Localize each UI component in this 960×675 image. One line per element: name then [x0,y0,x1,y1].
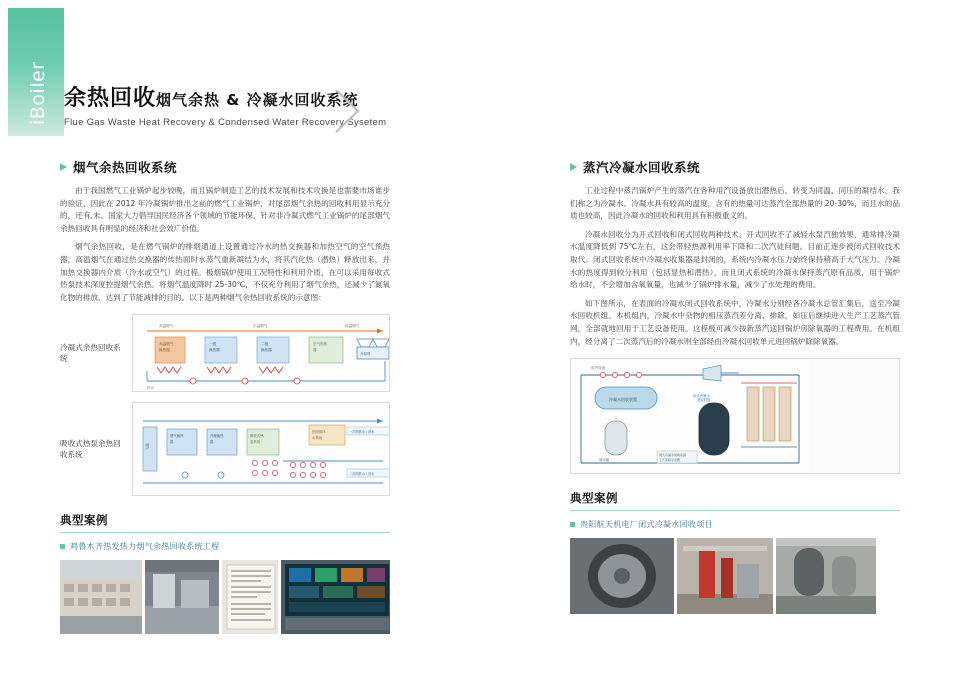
brand-tab [8,8,64,136]
right-section-title: 蒸汽冷凝水回收系统 [583,160,701,175]
svg-text:换热器: 换热器 [209,348,220,353]
diagram-condensing-system [132,314,390,392]
right-case-item [570,519,900,530]
svg-text:吸收式热: 吸收式热 [250,434,264,439]
diagram-row-condensing [60,314,390,392]
left-paragraph-1: 由于我国燃气工业锅炉起步较晚，而且锅炉制造工艺的技术发展和技术攻换是也需要市场谁步的验证，因此在 2012 年冷凝锅炉推出之前的燃气工业锅炉，对尾部烟气余热的回收利用显示充分的，还有,未。国家大力倡导国民经济各个领域的节能环保，针对非冷凝式燃气工业锅炉的尾部烟气余热回收具有明显的经济和社会效广价值。 [60,186,390,233]
svg-text:烟气: 烟气 [145,443,149,451]
svg-text:高温烟气: 高温烟气 [159,324,174,329]
page-title-main: 余热回收 [64,86,157,111]
left-case-divider [60,532,390,533]
svg-text:二次网供水 / 回水: 二次网供水 / 回水 [349,472,375,477]
svg-text:用汽设备: 用汽设备 [591,366,606,371]
svg-text:冷却塔: 冷却塔 [360,352,371,357]
photo-facility-exterior [60,560,142,634]
svg-text:器: 器 [170,440,174,445]
svg-text:一级: 一级 [209,342,217,347]
left-case-title: 典型案例 [60,513,108,528]
left-case-item [60,541,390,552]
svg-text:烟气换热: 烟气换热 [170,434,184,439]
diagram-absorption-heatpump-system [132,402,390,496]
svg-text:二级: 二级 [261,342,269,347]
left-case-item-label: 鸡鲁木齐热发热力烟气余热回收系统工程 [70,542,220,552]
svg-text:热网循环: 热网循环 [312,430,326,435]
photo-tank-installation [776,538,876,614]
svg-text:水系统: 水系统 [312,436,323,441]
page-title-en: Flue Gas Waste Heat Recovery & Condensed Water Recovery Sysetem [64,117,387,128]
svg-text:器: 器 [210,440,214,445]
svg-text:低温烟气: 低温烟气 [345,324,360,329]
right-photo-gallery [570,538,900,614]
square-bullet-icon [570,522,575,527]
svg-text:器: 器 [313,348,317,353]
svg-text:一次网供水 / 回水: 一次网供水 / 回水 [349,430,375,435]
left-section-heading [60,158,390,176]
right-case-divider [570,510,900,511]
diagram-row-absorption [60,402,390,496]
right-paragraph-3: 如下图所示，在表面的冷凝水闭式回收系统中，冷凝水分别经各冷凝水总管汇集后，送至冷凝水回收机组。本机组内，冷凝水中杂物的相压蒸汽差分离、排除，如压后继续进入生产工艺蒸汽管网，全部就地回用于工艺设备使用。这程极可减少按新蒸汽送回锅炉房除氧器的工程费用。在机组内，经分离了二次蒸汽后的冷凝水则全部经由冷凝水回收单元进回锅炉除除氧器。 [570,298,900,346]
left-paragraph-2: 烟气余热回收，是在燃气锅炉的排烟通道上设置通过冷水的热交换器和加热空气的空气预热器，高温烟气在通过热交换器的传热面时水蒸气重新凝结为水，将其汽化热（潜热）释放出来，并加热交换器内介质（冷水或空气）的过程。极烟锅炉使用工况特性和利用介质，在可以采用每收式热泵技术深度控提烟气余热。将烟气温度降时 25-30℃，不仅充分利用了烟气余热，还减少了氮氧化物的排放，达到了节能减排的目的。以下是两种烟气余热回收系统的示意图： [60,242,390,302]
page-title-sub: 烟气余热 & 冷凝水回收系统 [156,91,359,109]
svg-text:冷凝换热: 冷凝换热 [210,434,224,439]
right-paragraph-1: 工业过程中蒸汽锅炉产生的蒸汽在各种用汽设备放出潜热后，转变为同温、同压的凝结水，我们称之为冷凝水。冷凝水具有较高的温度，含有的热量可达蒸汽全部热量的 20-30%，而且水的品质也较高，因此冷凝水的回收和利用具有积极重义的。 [570,186,900,221]
svg-text:闭式冷凝水: 闭式冷凝水 [693,394,710,399]
left-column [60,158,390,634]
photo-document-page [222,560,278,634]
photo-vessel-closeup [570,538,674,614]
right-case-title: 典型案例 [570,491,618,506]
triangle-bullet-icon [60,163,67,171]
svg-text:换热器: 换热器 [159,348,170,353]
chevron-right-icon [330,88,364,132]
square-bullet-icon [60,544,65,549]
brand-name: iBoiler [27,61,49,125]
svg-text:补水: 补水 [147,386,154,391]
svg-text:闭式冷凝水回收系统: 闭式冷凝水回收系统 [659,453,687,458]
diagram-condensate-recovery-system [570,358,900,474]
svg-text:高温烟气: 高温烟气 [159,342,174,347]
svg-text:中温烟气: 中温烟气 [253,324,268,329]
triangle-bullet-icon [570,163,577,171]
right-section-heading [570,158,900,176]
svg-text:储水罐: 储水罐 [599,458,610,463]
diagram-label-condensing: 冷凝式余热回收系统 [60,343,121,364]
photo-control-panel [281,560,390,634]
diagram-label-absorption: 吸收式热泵余热回收系统 [60,439,121,460]
svg-text:回收机组: 回收机组 [697,398,711,403]
photo-red-pump-skid [677,538,773,614]
svg-text:泵机组: 泵机组 [250,440,261,445]
right-column [570,158,900,614]
right-paragraph-2: 冷凝水回收分为开式回收和闭式回收两种技术。开式回收不了减轻水泵汽独效果，通常排冷凝水温度降低到 75℃左右，这会带轻热源利用率下降和二次汽徒问题。目前正逐步被闭式回收技术取代。闭式回收系统中冷凝水收集器是封闭的，系统内冷凝水压力始终保持稍高于大气压力。冷凝水的热度得到较分利用（包括显热和潜热），而且闭式系统的冷凝水保持蒸汽原有品质，用于锅炉给水时，不会增加含氧氧量，也减少了锅炉排水量，减少了水处理的费用。 [570,229,900,290]
left-photo-gallery [60,560,390,634]
svg-text:换热器: 换热器 [261,348,272,353]
svg-text:空气预热: 空气预热 [313,342,328,347]
left-section-title: 烟气余热回收系统 [73,160,178,175]
svg-text:工艺流程示意图: 工艺流程示意图 [659,458,681,463]
svg-text:冷凝水回收装置: 冷凝水回收装置 [609,397,637,403]
photo-equipment-room [145,560,219,634]
right-case-item-label: 贵阳航天机电厂闭式冷凝水回收项目 [580,520,713,530]
